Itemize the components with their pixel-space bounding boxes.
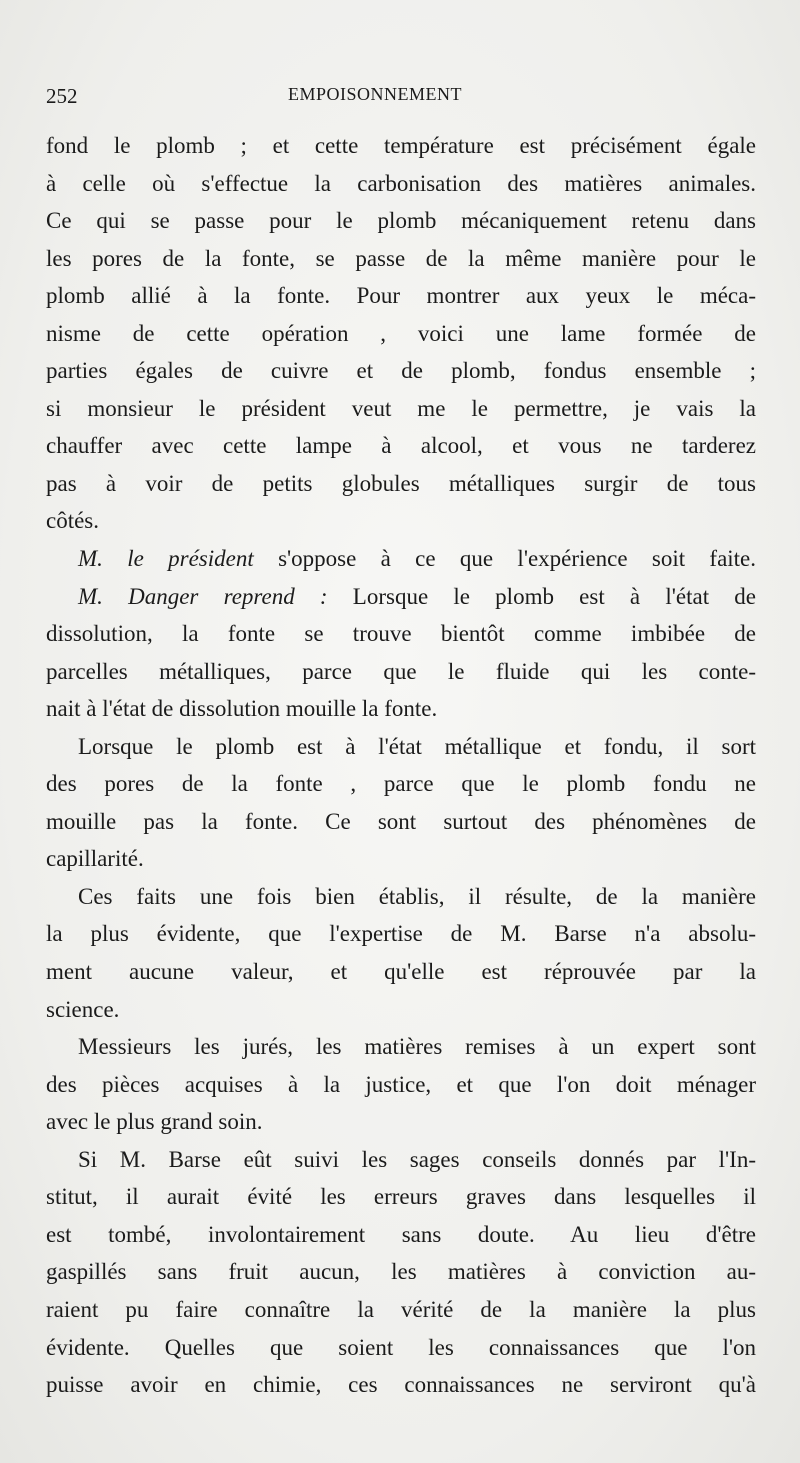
text-line: capillarité. [46,846,144,872]
text-line: nait à l'état de dissolution mouille la fonte. [46,696,438,722]
text-line: parties égales de cuivre et de plomb, fondus ensemble ; [46,358,756,384]
page-number: 252 [46,84,78,108]
text-line: des pores de la fonte , parce que le plomb fondu ne [46,771,756,797]
text-line: dissolution, la fonte se trouve bientôt comme imbibée de [46,621,756,647]
text-line: si monsieur le président veut me le permettre, je vais la [46,395,756,421]
running-title: EMPOISONNEMENT [288,84,463,104]
text-line: fond le plomb ; et cette température est précisément égale [46,133,756,158]
text-run: Lorsque le plomb est à l'état de [352,583,756,609]
text-line: est tombé, involontairement sans doute. Au lieu d'être [46,1221,756,1247]
body-text [46,127,756,1404]
text-line: puisse avoir en chimie, ces connaissances ne serviront qu'à [46,1372,756,1398]
text-line: mouille pas la fonte. Ce sont surtout des phénomènes de [46,808,756,834]
text-line: pas à voir de petits globules métalliques surgir de tous [46,470,756,496]
text-line: avec le plus grand soin. [46,1109,263,1135]
text-run: s'oppose à ce que l'expérience soit faite. [278,546,757,572]
speaker-label: M. le président [78,546,254,572]
text-line: la plus évidente, que l'expertise de M. Barse n'a absolu- [46,921,756,947]
text-line: Ces faits une fois bien établis, il résulte, de la manière [78,883,756,909]
text-line: chauffer avec cette lampe à alcool, et vous ne tarderez [46,433,756,459]
text-line: Lorsque le plomb est à l'état métallique et fondu, il sort [78,733,756,759]
text-line: gaspillés sans fruit aucun, les matières à conviction au- [46,1259,756,1285]
text-line: des pièces acquises à la justice, et que l'on doit ménager [46,1071,756,1097]
speaker-label: M. Danger reprend : [78,583,328,609]
text-line: stitut, il aurait évité les erreurs graves dans lesquelles il [46,1184,756,1210]
text-line: côtés. [46,508,100,534]
text-line: Ce qui se passe pour le plomb mécaniquement retenu dans [46,208,756,234]
text-line: plomb allié à la fonte. Pour montrer aux yeux le méca- [46,283,756,309]
page-header [46,84,766,114]
text-line: Messieurs les jurés, les matières remises à un expert sont [78,1034,756,1060]
text-line: nisme de cette opération , voici une lame formée de [46,320,756,346]
paragraph-president-objection [46,540,756,578]
text-line: ment aucune valeur, et qu'elle est réprouvée par la [46,959,756,985]
text-line: les pores de la fonte, se passe de la même manière pour le [46,245,756,271]
text-line: raient pu faire connaître la vérité de la manière la plus [46,1296,756,1322]
text-line: à celle où s'effectue la carbonisation des matières animales. [46,170,756,196]
text-line: science. [46,996,120,1022]
text-line: évidente. Quelles que soient les connaissances que l'on [46,1334,756,1360]
text-line: parcelles métalliques, parce que le fluide qui les conte- [46,658,756,684]
text-line: Si M. Barse eût suivi les sages conseils donnés par l'In- [78,1146,756,1172]
paragraph-danger-reply [46,578,756,616]
